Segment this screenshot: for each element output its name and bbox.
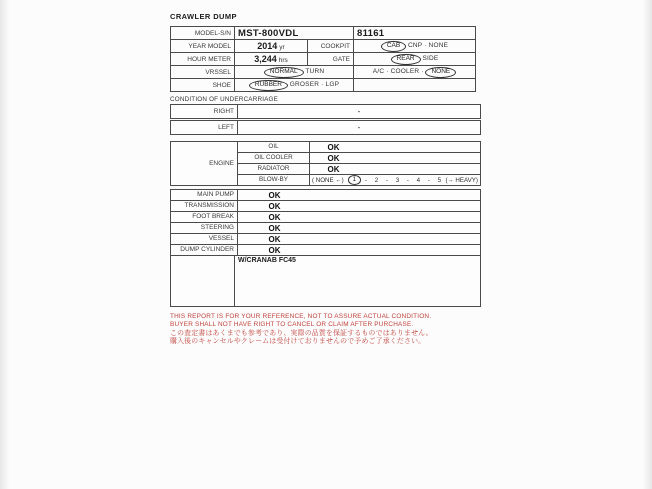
table-row — [171, 27, 476, 40]
shoe-selected-circle: RUBBER — [249, 80, 288, 91]
year-unit: yr — [279, 44, 285, 51]
vessel-options-cell — [235, 66, 354, 79]
page-title: CRAWLER DUMP — [170, 12, 237, 21]
hour-meter-label: HOUR METER — [171, 53, 235, 66]
serial-value-cell — [354, 27, 476, 40]
blowby-scale — [310, 175, 480, 185]
gate-options-cell — [354, 53, 476, 66]
disclaimer-block — [170, 313, 433, 346]
year-model-label: YEAR MODEL — [171, 40, 235, 53]
model-sn-label: MODEL-S/N — [171, 27, 235, 40]
steering-label: STEERING — [171, 223, 238, 233]
shoe-options-cell — [235, 79, 354, 92]
transmission-value: OK — [268, 201, 281, 211]
table-row — [238, 175, 480, 185]
undercarriage-right-label: RIGHT — [171, 105, 238, 118]
attachment-note: W/CRANAB FC45 — [238, 257, 296, 264]
cockpit-label: COOKPIT — [308, 40, 354, 53]
table-row — [171, 40, 476, 53]
blowby-heavy-suffix: (→ HEAVY) — [445, 176, 478, 184]
blowby-label: BLOW-BY — [238, 175, 310, 185]
blowby-scale-values: - 2 - 3 - 4 - 5 — [364, 176, 442, 184]
model-value-cell — [235, 27, 354, 40]
foot-break-value: OK — [268, 212, 281, 222]
gate-other-options: SIDE — [422, 54, 439, 62]
scan-edge-right — [643, 0, 652, 489]
ac-selected-circle: NONE — [425, 67, 456, 78]
hour-value-cell — [235, 53, 308, 66]
engine-label: ENGINE — [171, 142, 238, 185]
disclaimer-line-en-2: BUYER SHALL NOT HAVE RIGHT TO CANCEL OR CLAIM AFTER PURCHASE. — [170, 321, 414, 329]
shoe-label: SHOE — [171, 79, 235, 92]
engine-oil-cooler-label: OIL COOLER — [238, 153, 310, 163]
vessel-selected-circle: NORMAL — [264, 67, 304, 78]
main-pump-label: MAIN PUMP — [171, 190, 238, 200]
undercarriage-table — [170, 104, 481, 136]
gate-selected-circle: REAR — [391, 54, 421, 65]
model-value: MST-800VDL — [238, 27, 299, 39]
blowby-none-prefix: ( NONE ←) — [312, 176, 344, 184]
vessel-row-label: VESSEL — [171, 234, 238, 244]
dump-cylinder-value: OK — [268, 245, 281, 255]
vessel-row-value: OK — [268, 234, 281, 244]
undercarriage-section-title: CONDITION OF UNDERCARRIAGE — [170, 96, 279, 103]
undercarriage-right-value: - — [357, 107, 361, 116]
table-row — [171, 79, 476, 92]
ac-options-prefix: A/C · COOLER · — [372, 67, 424, 75]
shoe-other-options: GROSER · LGP — [289, 80, 340, 88]
disclaimer-line-jp-2: 購入後のキャンセルやクレームは受付けておりませんので予めご了承ください。 — [170, 337, 426, 345]
year-value: 2014 — [257, 41, 278, 51]
hour-unit: hrs — [278, 57, 288, 64]
engine-oil-cooler-value: OK — [327, 153, 340, 163]
gate-label: GATE — [308, 53, 354, 66]
empty-cell — [354, 79, 476, 92]
table-row — [170, 120, 481, 135]
engine-oil-value: OK — [327, 142, 340, 152]
engine-block — [170, 141, 481, 186]
transmission-label: TRANSMISSION — [171, 201, 238, 211]
engine-radiator-value: OK — [327, 164, 340, 174]
table-row — [171, 66, 476, 79]
table-row — [171, 53, 476, 66]
undercarriage-left-label: LEFT — [171, 121, 238, 134]
undercarriage-left-value: - — [357, 123, 361, 132]
table-row — [238, 164, 480, 175]
foot-break-label: FOOT BREAK — [171, 212, 238, 222]
vessel-label: VRSSEL — [171, 66, 235, 79]
table-row — [238, 142, 480, 153]
vessel-other-options: TURN — [305, 67, 325, 75]
table-row — [238, 153, 480, 164]
engine-oil-label: OIL — [238, 142, 310, 152]
main-pump-value: OK — [268, 190, 281, 200]
disclaimer-line-en-1: THIS REPORT IS FOR YOUR REFERENCE, NOT TO ASSURE ACTUAL CONDITION. — [170, 313, 432, 320]
cockpit-selected-circle: CAB — [381, 41, 406, 52]
dump-cylinder-label: DUMP CYLINDER — [171, 245, 238, 255]
scan-edge-left — [0, 0, 9, 489]
engine-radiator-label: RADIATOR — [238, 164, 310, 174]
cockpit-options-cell — [354, 40, 476, 53]
empty-cell — [171, 256, 235, 306]
disclaimer-line-jp-1: この査定書はあくまでも参考であり、実際の品質を保証するものではありません。 — [170, 329, 433, 337]
attachment-note-row — [170, 255, 481, 307]
blowby-selected-circle: 1 — [348, 175, 362, 185]
serial-value: 81161 — [357, 27, 385, 39]
hour-value: 3,244 — [254, 54, 277, 64]
table-row — [170, 104, 481, 119]
spec-table — [170, 26, 476, 92]
cockpit-other-options: CNP · NONE — [408, 41, 449, 49]
ac-options-cell — [354, 66, 476, 79]
inspection-table — [170, 141, 481, 307]
steering-value: OK — [268, 223, 281, 233]
year-value-cell — [235, 40, 308, 53]
